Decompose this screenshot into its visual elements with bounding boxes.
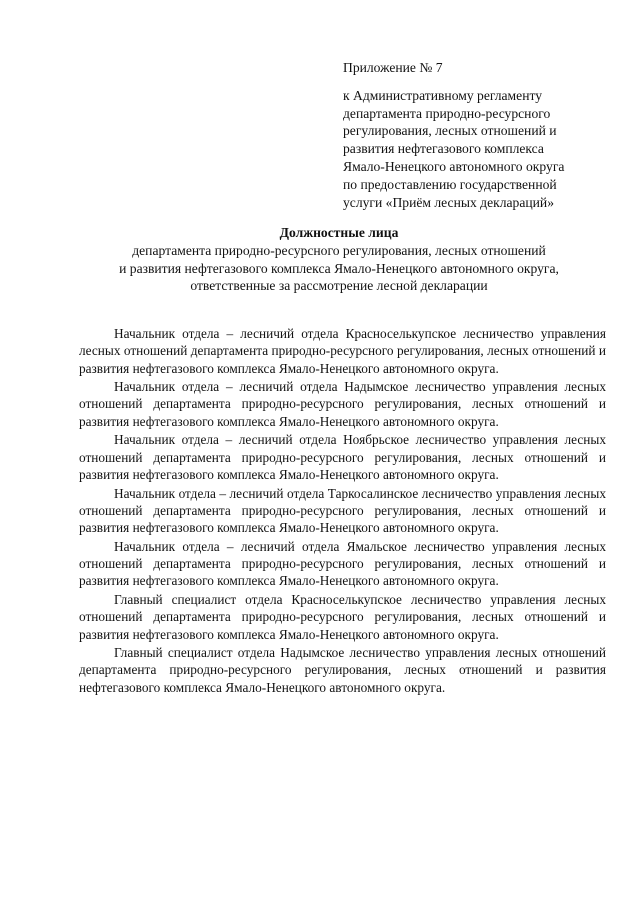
- official-paragraph: Начальник отдела – лесничий отдела Таркосалинское лесничество управления лесных отношений департамента природно-ресурсного регулирования, лесных отношений и развития нефтегазового комплекса Ямало-Ненецкого автономного округа.: [79, 485, 606, 536]
- appendix-block: [343, 59, 605, 211]
- appendix-number: Приложение № 7: [343, 60, 443, 75]
- officials-list: [79, 325, 606, 697]
- official-paragraph: Начальник отдела – лесничий отдела Ямальское лесничество управления лесных отношений департамента природно-ресурсного регулирования, лесных отношений и развития нефтегазового комплекса Ямало-Ненецкого автономного округа.: [79, 538, 606, 589]
- heading-title: Должностные лица: [279, 225, 399, 240]
- official-paragraph: Начальник отдела – лесничий отдела Красноселькупское лесничество управления лесных отношений департамента природно-ресурсного регулирования, лесных отношений и развития нефтегазового комплекса Ямало-Ненецкого автономного округа.: [79, 326, 606, 376]
- appendix-reference: к Административному регламенту департамента природно-ресурсного регулирования, лесных отношений и развития нефтегазового комплекса Ямало-Ненецкого автономного округа по предоставлению государственной услуги «Приём лесных деклараций»: [343, 87, 565, 210]
- official-paragraph: Начальник отдела – лесничий отдела Ноябрьское лесничество управления лесных отношений департамента природно-ресурсного регулирования, лесных отношений и развития нефтегазового комплекса Ямало-Ненецкого автономного округа.: [79, 432, 606, 482]
- heading-subtitle: департамента природно-ресурсного регулирования, лесных отношений и развития нефтегазового комплекса Ямало-Ненецкого автономного округа, ответственные за рассмотрение лесной декларации: [119, 242, 559, 294]
- official-paragraph: Главный специалист отдела Надымское лесничество управления лесных отношений департамента природно-ресурсного регулирования, лесных отношений и развития нефтегазового комплекса Ямало-Ненецкого автономного округа.: [79, 645, 606, 695]
- official-paragraph: Главный специалист отдела Красноселькупское лесничество управления лесных отношений департамента природно-ресурсного регулирования, лесных отношений и развития нефтегазового комплекса Ямало-Ненецкого автономного округа.: [79, 591, 606, 642]
- document-heading: [60, 224, 618, 295]
- official-paragraph: Начальник отдела – лесничий отдела Надымское лесничество управления лесных отношений департамента природно-ресурсного регулирования, лесных отношений и развития нефтегазового комплекса Ямало-Ненецкого автономного округа.: [79, 379, 606, 429]
